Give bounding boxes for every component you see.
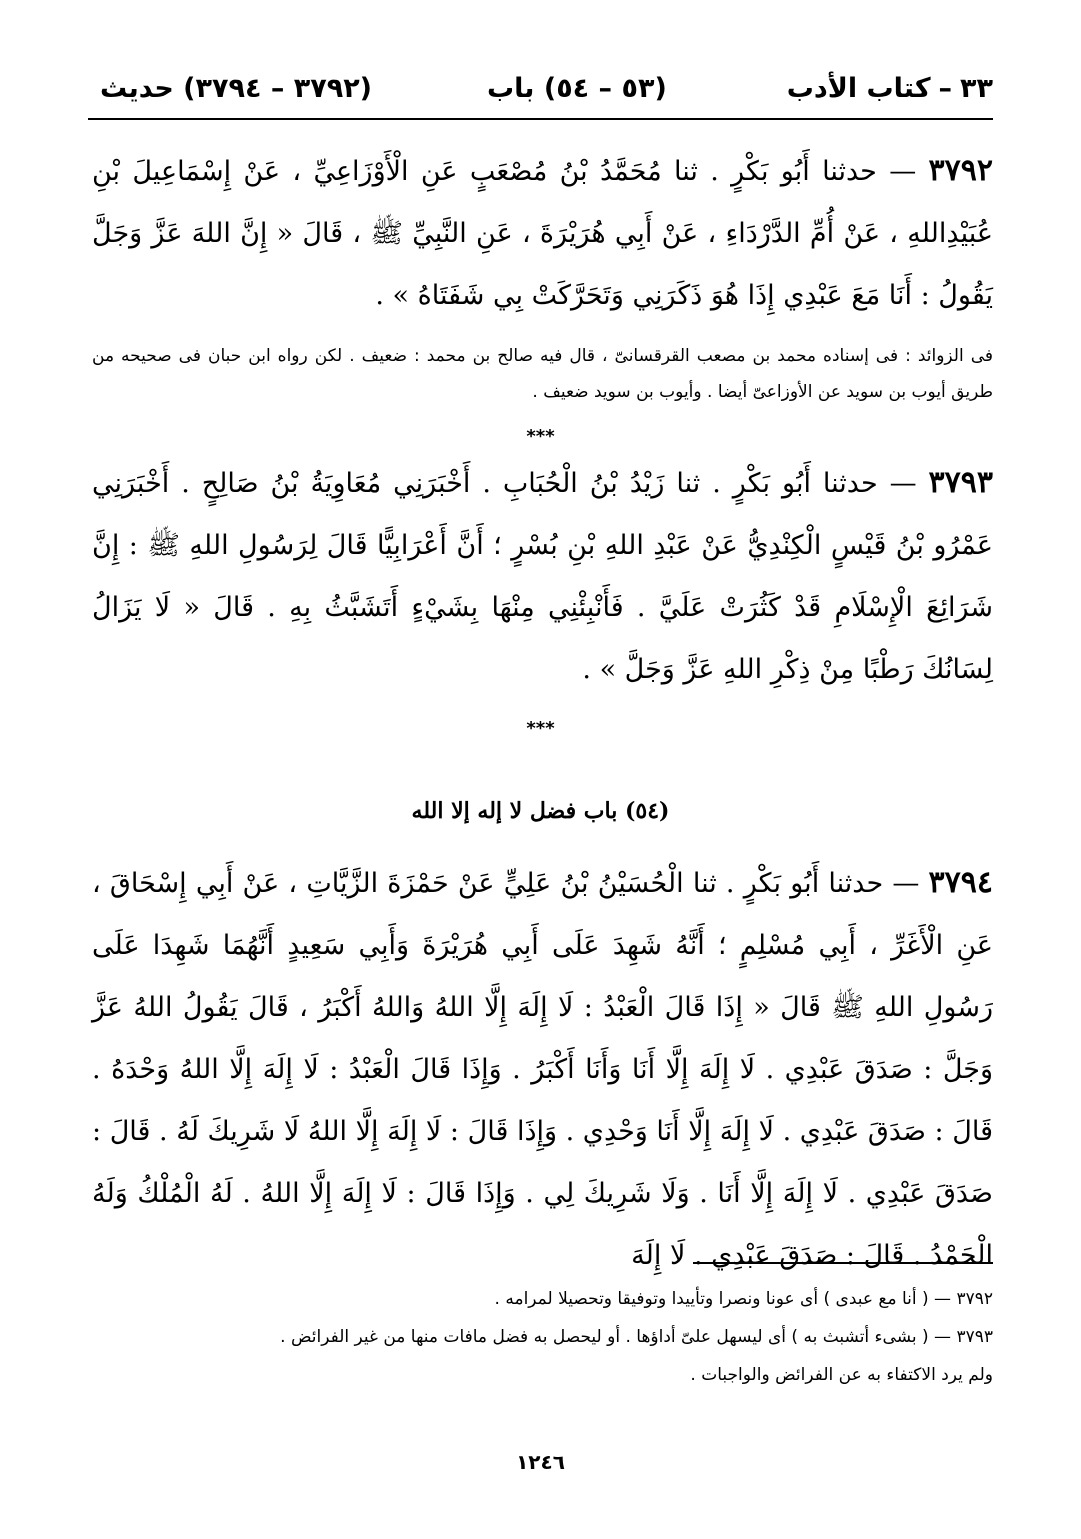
header-right (787, 73, 993, 104)
header-book-title: كتاب الأدب (786, 72, 931, 104)
header-dash: – (938, 72, 953, 104)
footnote: ٣٧٩٢ — ( أنا مع عبدى ) أى عونا ونصرا وتأييدا وتوفيقا وتحصيلا لمرامه . (494, 1289, 993, 1309)
hadith-number: ٣٧٩٣ (928, 465, 993, 500)
separator-stars: *** (526, 718, 555, 739)
footnotes (96, 1280, 993, 1394)
hadith-number: ٣٧٩٤ (928, 865, 993, 900)
header-divider (88, 118, 993, 120)
page-number: ١٢٤٦ (516, 1450, 565, 1474)
chapter-title: (٥٤) باب فضل لا إله إلا الله (411, 798, 670, 824)
footnote-divider (693, 1262, 993, 1264)
hadith-3793 (92, 452, 993, 701)
separator-stars: *** (526, 426, 555, 447)
hadith-text: — حدثنا أَبُو بَكْرٍ . ثنا الْحُسَيْنُ بْنُ عَلِيٍّ عَنْ حَمْزَةَ الزَّيَّاتِ ، عَنْ أَبِي إِسْحَاقَ ، عَنِ الْأَغَرِّ ، أَبِي مُسْلِمٍ ؛ أَنَّهُ شَهِدَ عَلَى أَبِي هُرَيْرَةَ وَأَبِي سَعِيدٍ أَنَّهُمَا شَهِدَا عَلَى رَسُولِ اللهِ ﷺ قَالَ « إِذَا قَالَ الْعَبْدُ : لَا إِلَهَ إِلَّا اللهُ وَاللهُ أَكْبَرُ ، قَالَ يَقُولُ اللهُ عَزَّ وَجَلَّ : صَدَقَ عَبْدِي . لَا إِلَهَ إِلَّا أَنَا وَأَنَا أَكْبَرُ . وَإِذَا قَالَ الْعَبْدُ : لَا إِلَهَ إِلَّا اللهُ وَحْدَهُ . قَالَ : صَدَقَ عَبْدِي . لَا إِلَهَ إِلَّا أَنَا وَحْدِي . وَإِذَا قَالَ : لَا إِلَهَ إِلَّا اللهُ لَا شَرِيكَ لَهُ . قَالَ : صَدَقَ عَبْدِي . لَا إِلَهَ إِلَّا أَنَا . وَلَا شَرِيكَ لِي . وَإِذَا قَالَ : لَا إِلَهَ إِلَّا اللهُ . لَهُ الْمُلْكُ وَلَهُ الْحَمْدُ . قَالَ : صَدَقَ عَبْدِي . لَا إِلَهَ (92, 868, 993, 1271)
header-page-number: ٣٣ (960, 72, 993, 104)
hadith-number: ٣٧٩٢ (928, 153, 993, 188)
zawaid-note: فى الزوائد : فى إسناده محمد بن مصعب القرقسانىّ ، قال فيه صالح بن محمد : ضعيف . لكن رواه ابن حبان فى صحيحه من طريق أيوب بن سويد عن الأوزاعىّ أيضا . وأيوب بن سويد ضعيف . (92, 346, 993, 402)
hadith-3792 (92, 140, 993, 327)
hadith-text: — حدثنا أَبُو بَكْرٍ . ثنا زَيْدُ بْنُ الْحُبَابِ . أَخْبَرَنِي مُعَاوِيَةُ بْنُ صَالِحٍ . أَخْبَرَنِي عَمْرُو بْنُ قَيْسٍ الْكِنْدِيُّ عَنْ عَبْدِ اللهِ بْنِ بُسْرٍ ؛ أَنَّ أَعْرَابِيًّا قَالَ لِرَسُولِ اللهِ ﷺ : إِنَّ شَرَائِعَ الْإِسْلَامِ قَدْ كَثُرَتْ عَلَيَّ . فَأَنْبِئْنِي مِنْهَا بِشَيْءٍ أَتَشَبَّثُ بِهِ . قَالَ « لَا يَزَالُ لِسَانُكَ رَطْبًا مِنْ ذِكْرِ اللهِ عَزَّ وَجَلَّ » . (92, 468, 993, 685)
footnote: ٣٧٩٣ — ( بشىء أتشبث به ) أى ليسهل علىّ أداؤها . أو ليحصل به فضل مافات منها من غير الفرائض . (280, 1327, 993, 1347)
header-chapters: (٥٣ – ٥٤) باب (487, 72, 667, 104)
hadith-3794 (92, 852, 993, 1287)
hadith-text: — حدثنا أَبُو بَكْرٍ . ثنا مُحَمَّدُ بْنُ مُصْعَبٍ عَنِ الْأَوْزَاعِيِّ ، عَنْ إِسْمَاعِيلَ بْنِ عُبَيْدِاللهِ ، عَنْ أُمِّ الدَّرْدَاءِ ، عَنْ أَبِي هُرَيْرَةَ ، عَنِ النَّبِيِّ ﷺ ، قَالَ « إِنَّ اللهَ عَزَّ وَجَلَّ يَقُولُ : أَنَا مَعَ عَبْدِي إِذَا هُوَ ذَكَرَنِي وَتَحَرَّكَتْ بِي شَفَتَاهُ » . (92, 156, 993, 311)
header-hadith-range: (٣٧٩٢ – ٣٧٩٤) حديث (100, 72, 373, 104)
footnote: ولم يرد الاكتفاء به عن الفرائض والواجبات . (690, 1365, 993, 1385)
page-header (100, 62, 993, 114)
